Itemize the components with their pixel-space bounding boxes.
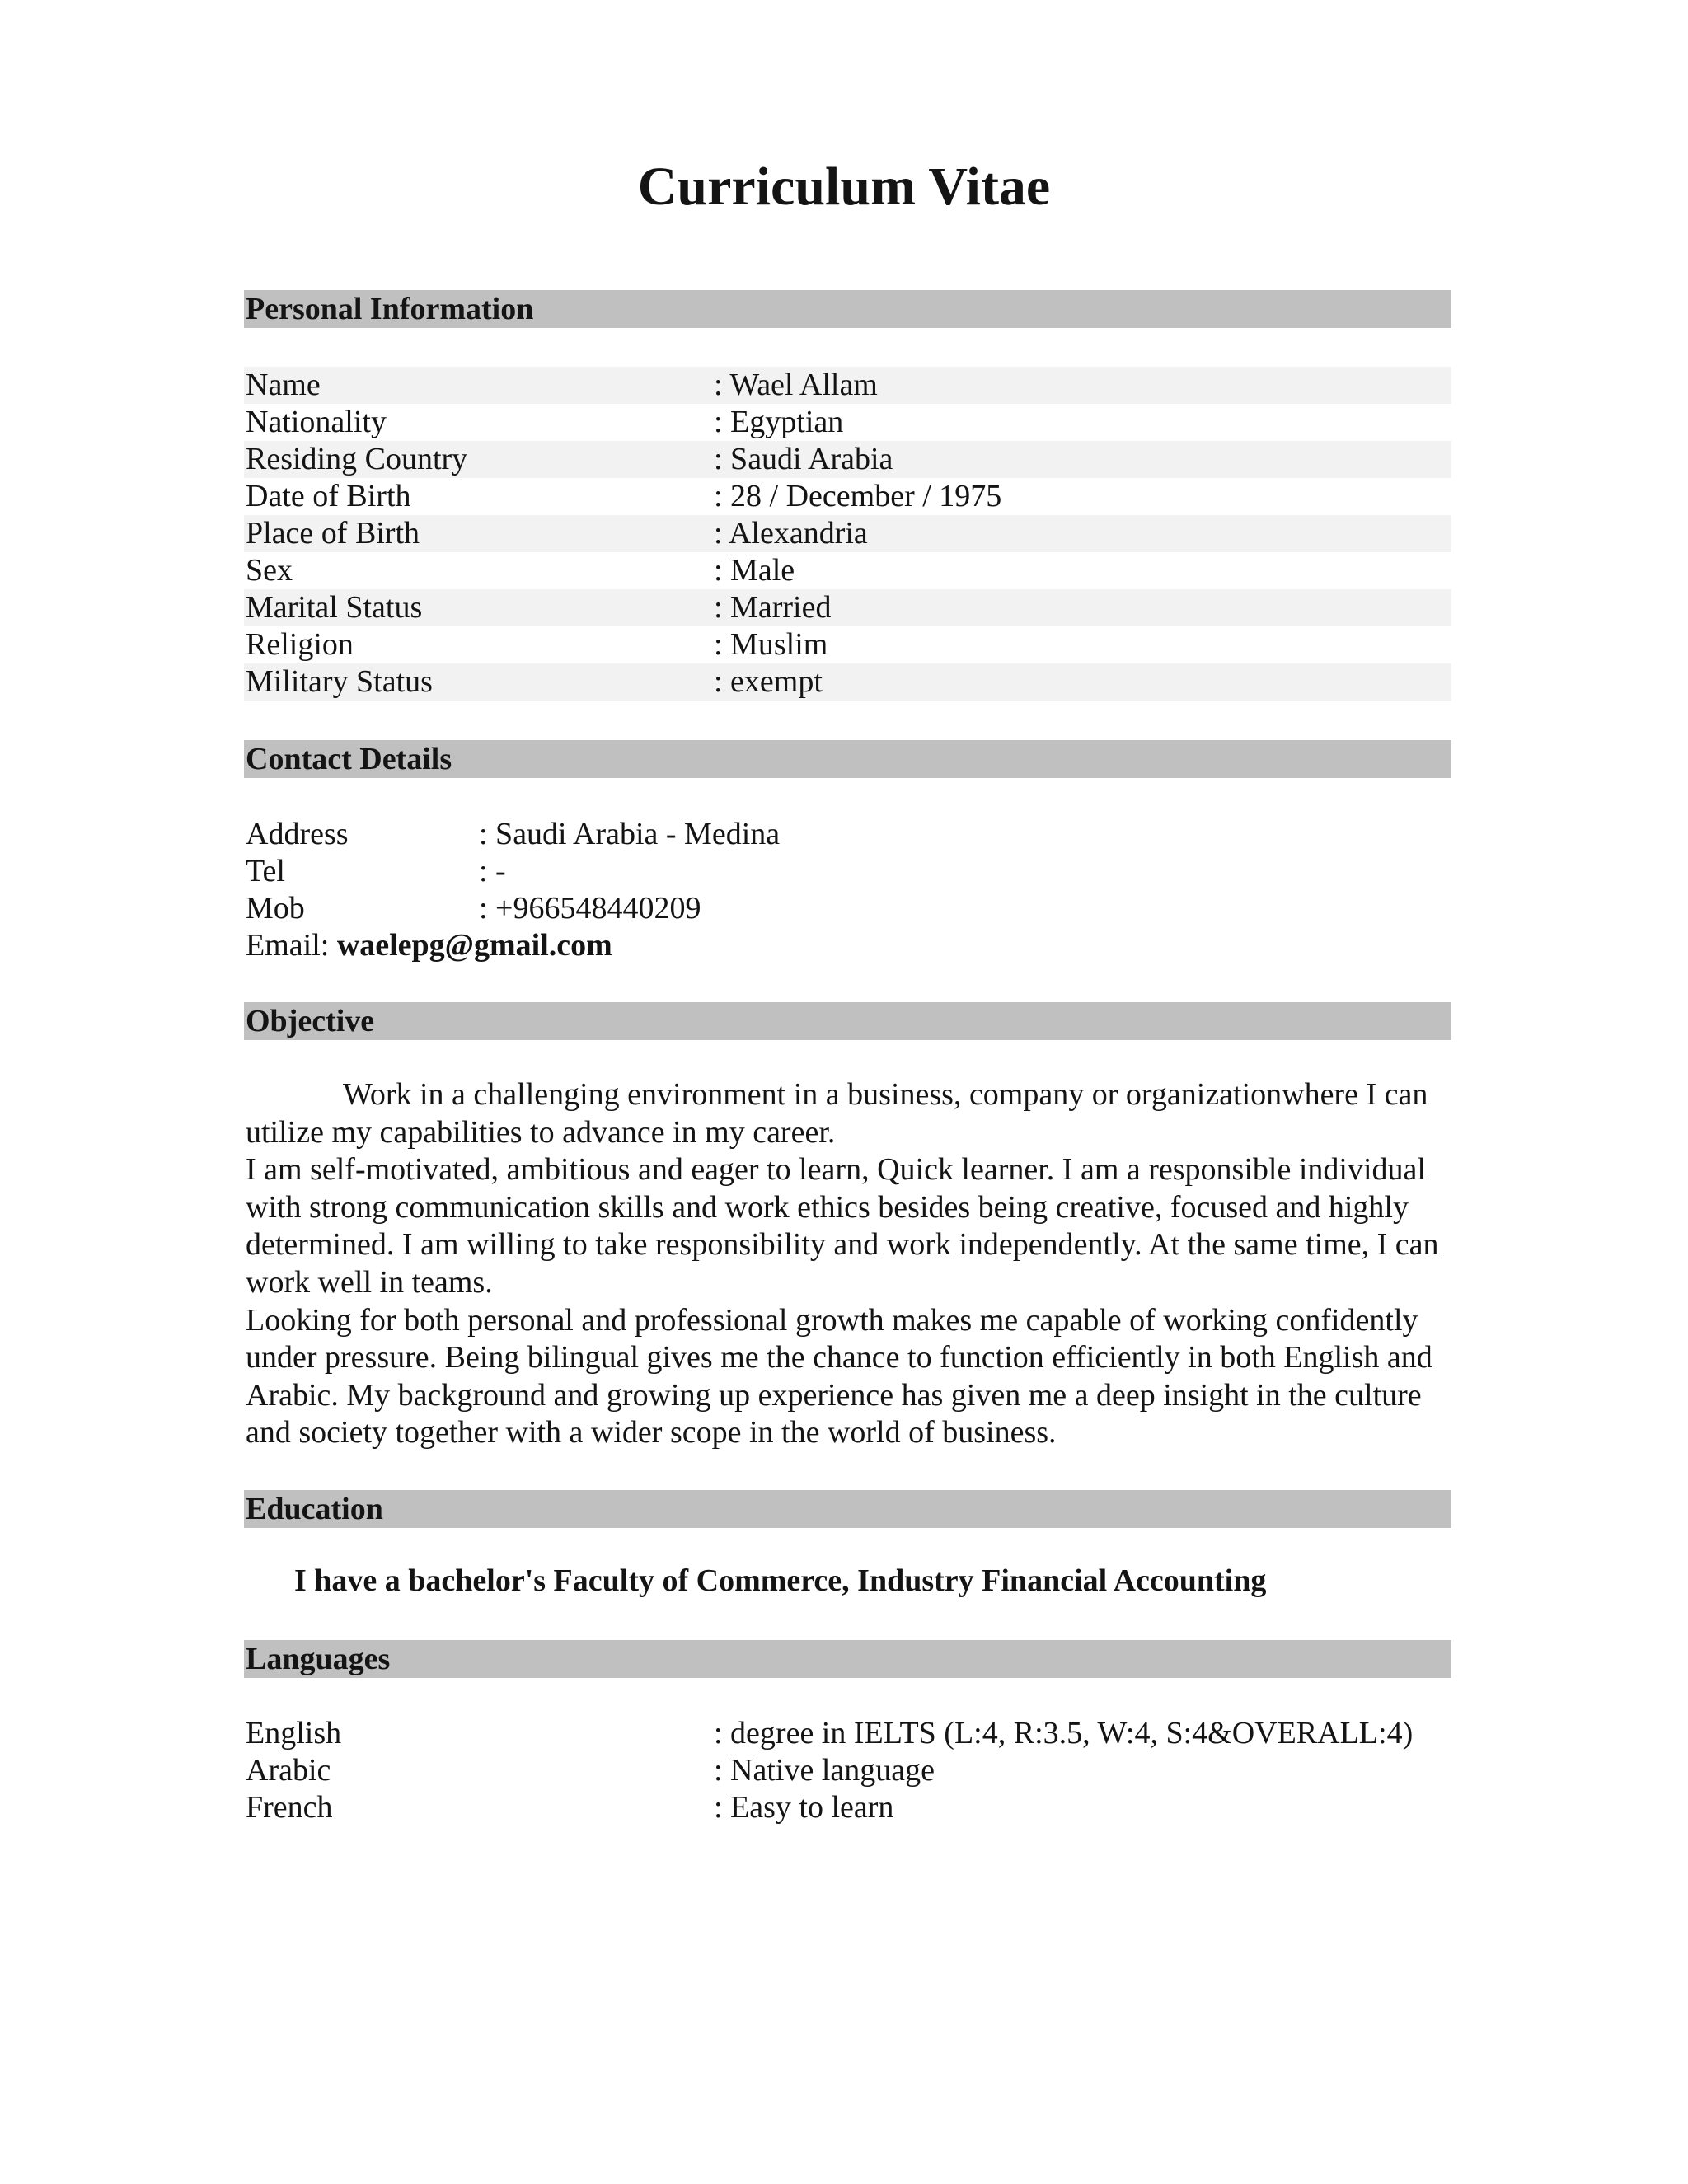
personal-row-military-status bbox=[244, 663, 1451, 701]
row-value: : Egyptian bbox=[714, 405, 844, 439]
row-value: : Easy to learn bbox=[714, 1790, 894, 1825]
row-label: Address bbox=[246, 817, 349, 851]
contact-row-mob bbox=[244, 890, 1451, 927]
language-row-arabic bbox=[244, 1752, 1451, 1789]
personal-row-marital-status bbox=[244, 589, 1451, 626]
email-label: Email: bbox=[246, 928, 337, 963]
row-value: : Male bbox=[714, 553, 795, 588]
row-value: : Wael Allam bbox=[714, 368, 878, 402]
contact-row-email bbox=[244, 927, 1451, 964]
personal-row-date-of-birth bbox=[244, 478, 1451, 515]
row-label: Mob bbox=[246, 891, 305, 926]
row-label: Marital Status bbox=[246, 590, 423, 625]
contact-row-tel bbox=[244, 853, 1451, 890]
education-text: I have a bachelor's Faculty of Commerce, Industry Financial Accounting bbox=[294, 1563, 1267, 1598]
row-value: : Saudi Arabia bbox=[714, 442, 893, 476]
row-value: : +966548440209 bbox=[479, 891, 701, 926]
row-label: Tel bbox=[246, 854, 285, 888]
contact-details-heading: Contact Details bbox=[244, 740, 1451, 778]
objective-paragraph: Looking for both personal and professional growth makes me capable of working confidently under pressure. Being bilingual gives me the chance to function efficiently in both English and Arabic. My background and growing up experience has given me a deep insight in the culture and society together with a wider scope in the world of business. bbox=[246, 1302, 1432, 1451]
row-label: Military Status bbox=[246, 664, 433, 699]
row-label: English bbox=[246, 1716, 342, 1750]
education-heading: Education bbox=[244, 1490, 1451, 1528]
row-label: Nationality bbox=[246, 405, 387, 439]
personal-row-religion bbox=[244, 626, 1451, 663]
row-value: : degree in IELTS (L:4, R:3.5, W:4, S:4&OVERALL:4) bbox=[714, 1716, 1414, 1750]
language-row-english bbox=[244, 1715, 1451, 1752]
page-title: Curriculum Vitae bbox=[637, 157, 1051, 217]
language-row-french bbox=[244, 1789, 1451, 1826]
email-line bbox=[246, 927, 612, 964]
row-value: : Native language bbox=[714, 1753, 935, 1788]
row-label: Name bbox=[246, 368, 321, 402]
personal-row-name bbox=[244, 367, 1451, 404]
row-label: French bbox=[246, 1790, 333, 1825]
row-value: : Saudi Arabia - Medina bbox=[479, 817, 781, 851]
personal-row-nationality bbox=[244, 404, 1451, 441]
personal-row-residing-country bbox=[244, 441, 1451, 478]
row-value: : Married bbox=[714, 590, 832, 625]
row-label: Place of Birth bbox=[246, 516, 420, 551]
personal-row-sex bbox=[244, 552, 1451, 589]
row-value: : exempt bbox=[714, 664, 823, 699]
email-value[interactable]: waelepg@gmail.com bbox=[336, 928, 612, 963]
row-label: Date of Birth bbox=[246, 479, 411, 513]
objective-body bbox=[246, 1076, 1457, 1452]
row-value: : - bbox=[479, 854, 506, 888]
row-value: : 28 / December / 1975 bbox=[714, 479, 1002, 513]
languages-heading: Languages bbox=[244, 1640, 1451, 1678]
objective-paragraph: I am self-motivated, ambitious and eager to learn, Quick learner. I am a responsible individual with strong communication skills and work ethics besides being creative, focused and highly determined. I am willing to take responsibility and work independently. At the same time, I can work well in teams. bbox=[246, 1152, 1439, 1300]
row-label: Religion bbox=[246, 627, 354, 662]
row-value: : Muslim bbox=[714, 627, 828, 662]
row-label: Residing Country bbox=[246, 442, 468, 476]
personal-row-place-of-birth bbox=[244, 515, 1451, 552]
row-value: : Alexandria bbox=[714, 516, 868, 551]
objective-paragraph: Work in a challenging environment in a business, company or organizationwhere I can utilize my capabilities to advance in my career. bbox=[246, 1077, 1428, 1150]
row-label: Sex bbox=[246, 553, 293, 588]
objective-heading: Objective bbox=[244, 1002, 1451, 1040]
contact-row-address bbox=[244, 816, 1451, 853]
row-label: Arabic bbox=[246, 1753, 331, 1788]
personal-information-heading: Personal Information bbox=[244, 290, 1451, 328]
